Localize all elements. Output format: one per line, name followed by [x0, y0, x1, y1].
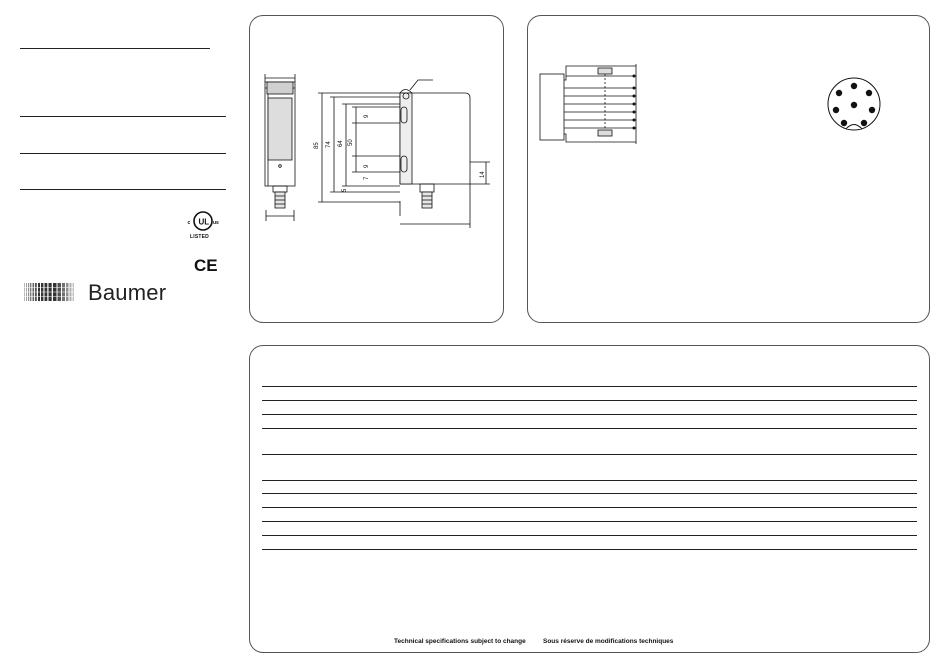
dim-5: 5 [342, 188, 348, 192]
spec-row-rule-10 [262, 535, 917, 536]
left-rule-1 [20, 48, 210, 49]
connector-pinout [828, 78, 880, 130]
spec-row-rule-3 [262, 414, 917, 415]
spec-row-rule-6 [262, 480, 917, 481]
dim-85: 85 [314, 142, 320, 149]
ul-ul-text: UL [198, 217, 210, 227]
dim-64: 64 [338, 140, 344, 147]
spec-row-rule-5 [262, 454, 917, 455]
spec-row-rule-8 [262, 507, 917, 508]
spec-row-rule-7 [262, 493, 917, 494]
dimension-drawing-panel [249, 15, 504, 323]
spec-row-rule-4 [262, 428, 917, 429]
dim-7: 7 [364, 176, 370, 180]
spec-row-rule-2 [262, 400, 917, 401]
dim-14: 14 [480, 171, 486, 178]
wiring-diagram [528, 16, 929, 322]
spec-row-rule-9 [262, 521, 917, 522]
spec-row-rule-1 [262, 386, 917, 387]
footer-note-en: Technical specifications subject to change [394, 638, 526, 645]
ul-c-text: c [187, 220, 191, 226]
specifications-panel [249, 345, 930, 653]
left-rule-2 [20, 116, 226, 117]
footer-note-fr: Sous réserve de modifications techniques [543, 638, 674, 645]
dim-9-bottom: 9 [364, 164, 370, 168]
baumer-logo-mark [24, 283, 76, 301]
left-rule-4 [20, 189, 226, 190]
left-rule-3 [20, 153, 226, 154]
ul-us-text: us [213, 220, 219, 226]
spec-row-rule-11 [262, 549, 917, 550]
dim-74: 74 [326, 141, 332, 148]
dim-50: 50 [348, 139, 354, 146]
dim-9-top: 9 [364, 114, 370, 118]
sensor-block [540, 74, 564, 140]
ul-listed-text: LISTED [190, 234, 209, 240]
connection-diagram-panel [527, 15, 930, 323]
ce-mark: CE [194, 256, 218, 275]
dimension-drawing [250, 16, 503, 322]
brand-name: Baumer [88, 280, 167, 305]
